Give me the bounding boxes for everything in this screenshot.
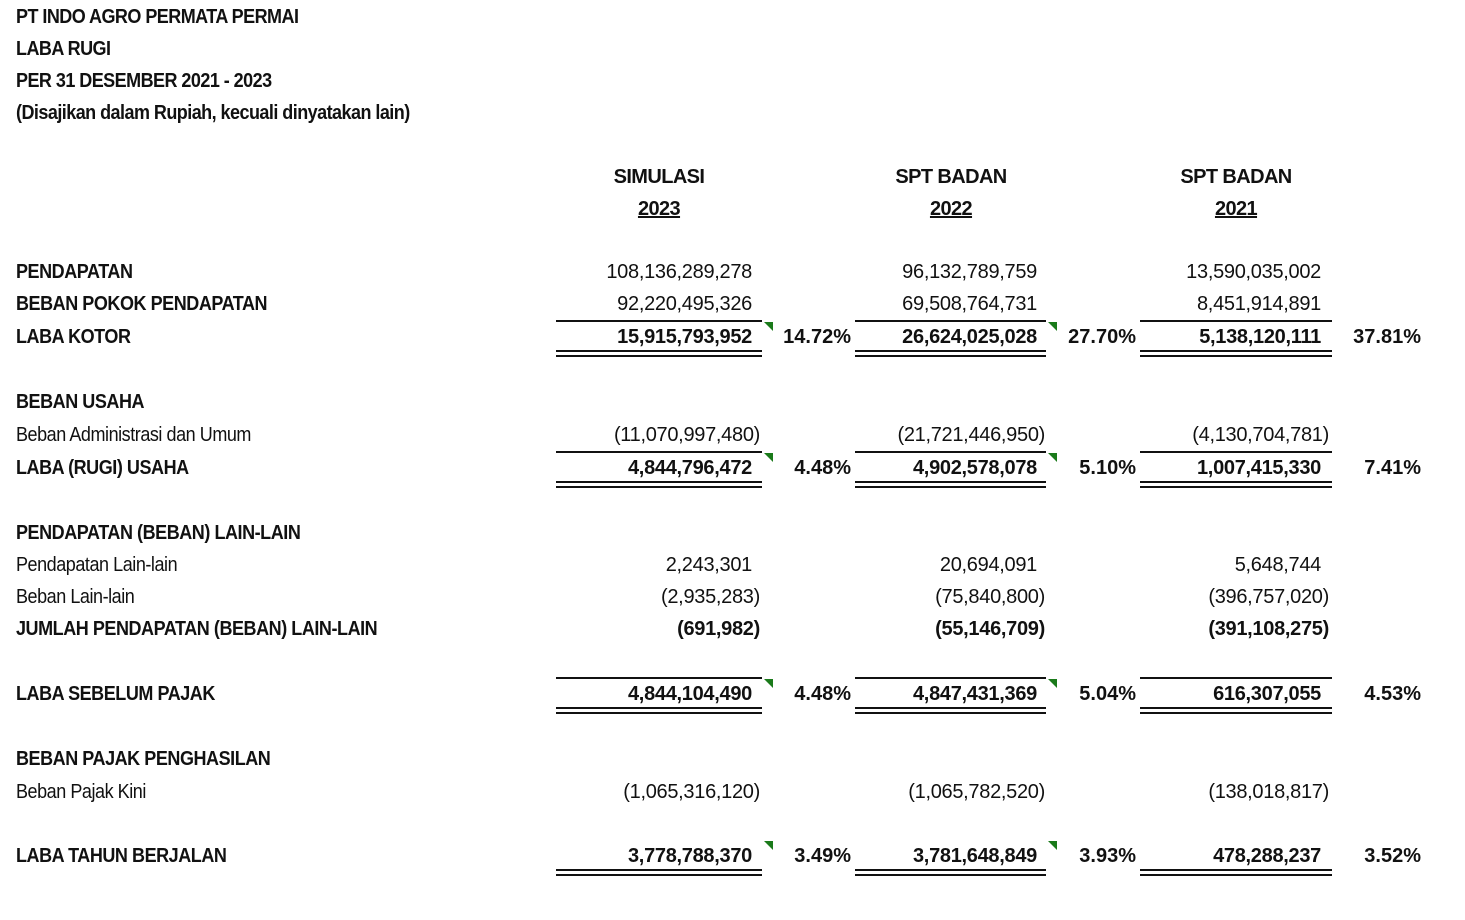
row-label-jumlah-lain: JUMLAH PENDAPATAN (BEBAN) LAIN-LAIN [16, 618, 378, 640]
pct-laba-sebelum-pajak-2022: 5.04% [1079, 683, 1136, 705]
cell-jumlah-lain-2021: (391,108,275) [1208, 618, 1329, 640]
column-type-2022: SPT BADAN [895, 166, 1007, 188]
subtotal-line [556, 320, 762, 322]
cell-beban-admin-2023: (11,070,997,480) [613, 424, 760, 446]
column-year-2023: 2023 [637, 198, 681, 220]
cell-laba-kotor-2022: 26,624,025,028 [902, 326, 1037, 348]
cell-laba-sebelum-pajak-2021: 616,307,055 [1213, 683, 1321, 705]
cell-pendapatan-2022: 96,132,789,759 [902, 261, 1037, 283]
row-label-laba-kotor: LABA KOTOR [16, 326, 131, 348]
pct-laba-usaha-2021: 7.41% [1364, 457, 1421, 479]
cell-pajak-kini-2021: (138,018,817) [1208, 781, 1329, 803]
column-year-2021: 2021 [1214, 198, 1258, 220]
cell-laba-kotor-2021: 5,138,120,111 [1199, 326, 1321, 348]
pct-laba-kotor-2022: 27.70% [1068, 326, 1136, 348]
cell-laba-tahun-berjalan-2022: 3,781,648,849 [912, 845, 1037, 867]
cell-comment-flag-icon [764, 679, 773, 688]
pct-laba-kotor-2023: 14.72% [783, 326, 851, 348]
cell-jumlah-lain-2023: (691,982) [677, 618, 760, 640]
cell-comment-flag-icon [764, 322, 773, 331]
cell-laba-kotor-2023: 15,915,793,952 [617, 326, 752, 348]
row-label-laba-usaha: LABA (RUGI) USAHA [16, 457, 189, 479]
cell-comment-flag-icon [1048, 679, 1057, 688]
cell-beban-lain-2021: (396,757,020) [1208, 586, 1329, 608]
cell-comment-flag-icon [1048, 322, 1057, 331]
pct-laba-tahun-berjalan-2023: 3.49% [794, 845, 851, 867]
cell-comment-flag-icon [764, 453, 773, 462]
cell-comment-flag-icon [1048, 453, 1057, 462]
cell-beban-pokok-2023: 92,220,495,326 [617, 293, 752, 315]
pct-laba-sebelum-pajak-2021: 4.53% [1364, 683, 1421, 705]
cell-pajak-kini-2022: (1,065,782,520) [908, 781, 1045, 803]
pct-laba-sebelum-pajak-2023: 4.48% [794, 683, 851, 705]
row-label-beban-lain: Beban Lain-lain [16, 586, 135, 608]
row-label-beban-pokok: BEBAN POKOK PENDAPATAN [16, 293, 268, 315]
total-double-line [1140, 481, 1332, 488]
cell-beban-pokok-2021: 8,451,914,891 [1196, 293, 1321, 315]
cell-comment-flag-icon [1048, 841, 1057, 850]
cell-comment-flag-icon [764, 841, 773, 850]
subtotal-line [1140, 677, 1332, 679]
total-double-line [556, 350, 762, 357]
subtotal-line [855, 677, 1046, 679]
report-period: PER 31 DESEMBER 2021 - 2023 [16, 70, 272, 92]
cell-laba-usaha-2021: 1,007,415,330 [1196, 457, 1321, 479]
row-label-pajak-kini: Beban Pajak Kini [16, 781, 146, 803]
total-double-line [1140, 350, 1332, 357]
cell-pendapatan-lain-2023: 2,243,301 [665, 554, 752, 576]
pct-laba-kotor-2021: 37.81% [1353, 326, 1421, 348]
subtotal-line [556, 677, 762, 679]
cell-pendapatan-2021: 13,590,035,002 [1186, 261, 1321, 283]
total-double-line [855, 350, 1046, 357]
cell-beban-lain-2022: (75,840,800) [935, 586, 1045, 608]
cell-laba-tahun-berjalan-2021: 478,288,237 [1213, 845, 1321, 867]
total-double-line [855, 707, 1046, 714]
row-label-pendapatan: PENDAPATAN [16, 261, 133, 283]
cell-laba-usaha-2022: 4,902,578,078 [912, 457, 1037, 479]
row-label-beban-usaha: BEBAN USAHA [16, 391, 145, 413]
row-label-pendapatan-lain: Pendapatan Lain-lain [16, 554, 178, 576]
total-double-line [855, 869, 1046, 876]
pct-laba-usaha-2023: 4.48% [794, 457, 851, 479]
cell-beban-admin-2022: (21,721,446,950) [897, 424, 1045, 446]
cell-pendapatan-lain-2022: 20,694,091 [939, 554, 1037, 576]
column-type-2023: SIMULASI [613, 166, 705, 188]
pct-laba-tahun-berjalan-2021: 3.52% [1364, 845, 1421, 867]
cell-pendapatan-2023: 108,136,289,278 [606, 261, 752, 283]
row-label-pajak-header: BEBAN PAJAK PENGHASILAN [16, 748, 271, 770]
cell-jumlah-lain-2022: (55,146,709) [935, 618, 1045, 640]
report-note: (Disajikan dalam Rupiah, kecuali dinyatakan lain) [16, 102, 410, 124]
cell-beban-admin-2021: (4,130,704,781) [1192, 424, 1329, 446]
subtotal-line [1140, 320, 1332, 322]
subtotal-line [1140, 451, 1332, 453]
cell-pendapatan-lain-2021: 5,648,744 [1234, 554, 1321, 576]
total-double-line [1140, 707, 1332, 714]
report-title: LABA RUGI [16, 38, 111, 60]
column-type-2021: SPT BADAN [1180, 166, 1292, 188]
total-double-line [556, 869, 762, 876]
cell-laba-tahun-berjalan-2023: 3,778,788,370 [627, 845, 752, 867]
column-year-2022: 2022 [929, 198, 973, 220]
cell-pajak-kini-2023: (1,065,316,120) [623, 781, 760, 803]
cell-beban-lain-2023: (2,935,283) [661, 586, 760, 608]
row-label-laba-sebelum-pajak: LABA SEBELUM PAJAK [16, 683, 215, 705]
subtotal-line [855, 451, 1046, 453]
row-label-laba-tahun-berjalan: LABA TAHUN BERJALAN [16, 845, 227, 867]
total-double-line [556, 707, 762, 714]
total-double-line [556, 481, 762, 488]
row-label-lain-header: PENDAPATAN (BEBAN) LAIN-LAIN [16, 522, 301, 544]
cell-laba-sebelum-pajak-2022: 4,847,431,369 [912, 683, 1037, 705]
company-name: PT INDO AGRO PERMATA PERMAI [16, 6, 299, 28]
pct-laba-usaha-2022: 5.10% [1079, 457, 1136, 479]
pct-laba-tahun-berjalan-2022: 3.93% [1079, 845, 1136, 867]
total-double-line [1140, 869, 1332, 876]
cell-laba-sebelum-pajak-2023: 4,844,104,490 [627, 683, 752, 705]
subtotal-line [556, 451, 762, 453]
cell-laba-usaha-2023: 4,844,796,472 [627, 457, 752, 479]
total-double-line [855, 481, 1046, 488]
cell-beban-pokok-2022: 69,508,764,731 [902, 293, 1037, 315]
row-label-beban-admin: Beban Administrasi dan Umum [16, 424, 251, 446]
subtotal-line [855, 320, 1046, 322]
